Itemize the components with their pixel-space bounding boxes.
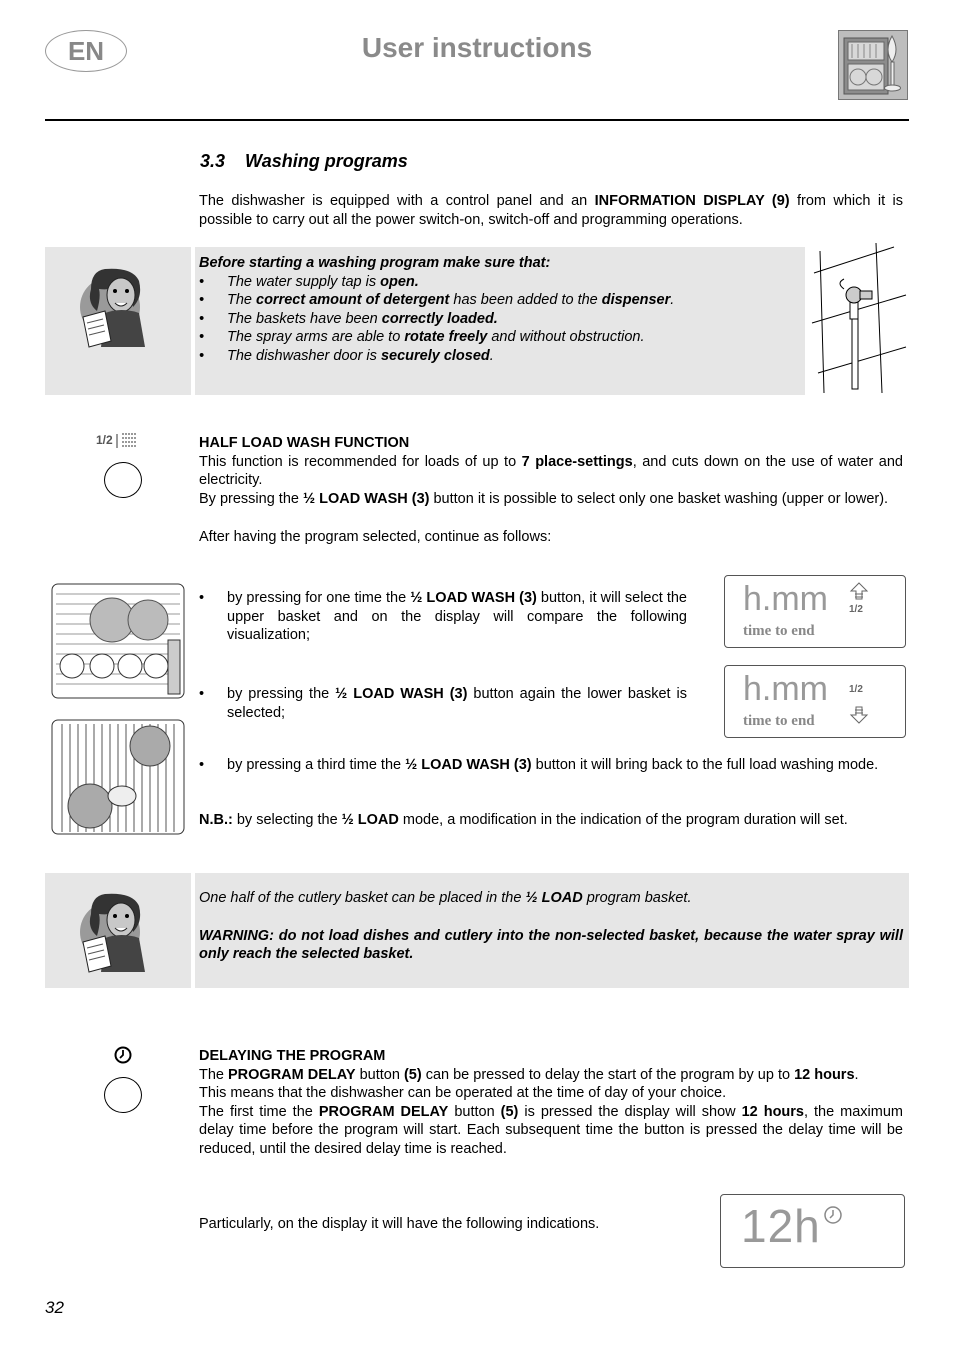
text: One half of the cutlery basket can be placed in the: [199, 890, 526, 906]
page-number: 32: [45, 1298, 64, 1317]
delay-paragraph-1: [199, 1066, 903, 1085]
clock-icon: [823, 1205, 843, 1230]
cartoon-lady-icon: [75, 255, 165, 355]
display-half-badge: 1/2: [849, 604, 863, 615]
clock-icon: [114, 1046, 132, 1069]
half-load-button[interactable]: [104, 462, 142, 498]
text-bold: 12 hours: [794, 1066, 855, 1083]
text-bold: ½ LOAD: [341, 812, 399, 828]
item-text: The spray arms are able to: [227, 329, 405, 345]
text: button it is possible to select only one basket washing (upper or lower).: [429, 490, 889, 507]
note-line-1: [199, 889, 903, 908]
header-divider: [45, 119, 909, 121]
half-load-step-3: [199, 756, 903, 775]
section-title: [200, 151, 408, 172]
delay-display: [720, 1194, 905, 1268]
note-content: [199, 889, 903, 964]
item-text: .: [489, 347, 494, 364]
item-text: The: [227, 292, 257, 308]
text: by pressing for one time the: [227, 590, 411, 606]
upper-basket-display: [724, 575, 906, 648]
list-item: [199, 310, 799, 329]
item-text: The water supply tap is: [227, 273, 381, 290]
delay-display-value: 12h: [741, 1200, 821, 1252]
text-bold: ½ LOAD: [525, 890, 583, 906]
list-item: [199, 273, 799, 292]
half-load-paragraph-2: [199, 490, 903, 509]
half-load-nb: [199, 811, 903, 830]
intro-text: The dishwasher is equipped with a control panel and an: [199, 193, 595, 209]
intro-bold: INFORMATION DISPLAY (9): [594, 193, 790, 209]
dishwasher-icon: [838, 30, 908, 100]
list-item: [199, 347, 799, 366]
checklist-list: [199, 273, 799, 366]
delay-paragraph-4: Particularly, on the display it will have the following indications.: [199, 1216, 600, 1232]
page-header-title: User instructions: [361, 32, 593, 63]
lower-basket-display: [724, 665, 906, 738]
item-bold: dispenser: [601, 292, 671, 308]
intro-text-end: from which it is possible to carry out all the power switch-on, switch-off and programming operations.: [199, 193, 903, 228]
text-bold: ½ LOAD WASH (3): [405, 757, 532, 773]
half-load-symbol: [96, 432, 152, 452]
text: program basket.: [582, 890, 692, 906]
half-load-paragraph-3: After having the program selected, continue as follows:: [199, 529, 552, 545]
text: button again the lower basket is selected;: [227, 686, 688, 721]
text: , and cuts down on the use of water and electricity.: [199, 453, 903, 488]
text-bold: 7 place-settings: [521, 453, 633, 470]
text: button: [355, 1066, 404, 1083]
list-item: [199, 756, 903, 775]
text: can be pressed to delay the start of the program by up to: [421, 1066, 795, 1083]
list-item: [199, 328, 799, 347]
item-bold: rotate freely: [404, 329, 488, 345]
delay-paragraph-2: This means that the dishwasher can be operated at the time of day of your choice.: [199, 1085, 727, 1101]
list-item: [199, 685, 687, 722]
text-bold: PROGRAM DELAY: [228, 1066, 356, 1083]
up-arrow-icon: [849, 582, 869, 605]
text: By pressing the: [199, 490, 303, 507]
section-heading: Washing programs: [245, 151, 408, 171]
item-bold: correctly loaded.: [381, 310, 498, 327]
upper-basket-illustration: [50, 580, 186, 702]
text: button, it will select the upper basket and on the display will compare the following visualization;: [227, 590, 687, 643]
cartoon-lady-icon: [75, 880, 165, 980]
text: is pressed the display will show: [518, 1103, 742, 1120]
list-item: [199, 291, 799, 310]
delay-section: [199, 1047, 903, 1158]
item-text: The dishwasher door is: [227, 347, 381, 364]
water-tap-icon: [810, 243, 910, 395]
display-time-value: h.mm: [743, 580, 828, 618]
text: by pressing the: [227, 686, 336, 702]
note-warning: WARNING: do not load dishes and cutlery into the non-selected basket, because the water spray will only reach the selected basket.: [199, 927, 903, 962]
item-bold: securely closed: [380, 347, 490, 364]
checklist-content: [199, 254, 799, 365]
checklist-title: Before starting a washing program make sure that:: [199, 255, 551, 271]
text-bold: (5): [500, 1103, 519, 1120]
list-item: [199, 589, 687, 645]
text: button it will bring back to the full load washing mode.: [531, 757, 879, 773]
text: The: [199, 1066, 229, 1083]
half-load-heading: HALF LOAD WASH FUNCTION: [199, 435, 410, 451]
text: button: [448, 1103, 501, 1120]
nb-label: N.B.:: [199, 812, 233, 828]
text-bold: (5): [403, 1066, 422, 1083]
item-text: has been added to the: [449, 292, 602, 308]
item-text: The baskets have been: [227, 310, 382, 327]
text-bold: ½ LOAD WASH (3): [410, 590, 537, 606]
text: mode, a modification in the indication of the program duration will set.: [398, 812, 848, 828]
display-half-badge: 1/2: [849, 684, 863, 695]
delay-heading: DELAYING THE PROGRAM: [199, 1048, 386, 1064]
program-delay-button[interactable]: [104, 1077, 142, 1113]
display-time-caption: time to end: [743, 713, 815, 729]
text: .: [854, 1066, 859, 1083]
display-time-value: h.mm: [743, 670, 828, 708]
language-badge: EN: [45, 30, 127, 72]
text-bold: ½ LOAD WASH (3): [302, 490, 430, 507]
lower-basket-illustration: [50, 716, 186, 838]
section-number: 3.3: [200, 151, 226, 171]
delay-paragraph-3: [199, 1103, 903, 1159]
half-load-step-2: [199, 685, 687, 722]
text: by pressing a third time the: [227, 757, 406, 773]
item-bold: open.: [380, 273, 419, 290]
half-load-symbol-label: 1/2: [96, 433, 113, 448]
down-arrow-icon: [849, 706, 869, 729]
text: by selecting the: [232, 812, 342, 828]
text: , the maximum delay time before the program will start. Each subsequent time the button is pressed the delay time will be reduced, until the desired delay time is reached.: [199, 1103, 903, 1157]
half-load-paragraph-1: [199, 453, 903, 490]
item-text: .: [670, 292, 675, 308]
text-bold: ½ LOAD WASH (3): [335, 686, 468, 702]
half-load-step-1: [199, 589, 687, 645]
text-bold: PROGRAM DELAY: [318, 1103, 449, 1120]
half-load-section: [199, 434, 903, 547]
text-bold: 12 hours: [741, 1103, 804, 1120]
text: The first time the: [199, 1103, 319, 1120]
display-time-caption: time to end: [743, 623, 815, 639]
item-bold: correct amount of detergent: [256, 292, 450, 308]
text: This function is recommended for loads of up to: [199, 453, 522, 470]
intro-paragraph: [199, 192, 903, 229]
basket-icon: [116, 432, 138, 450]
item-text: and without obstruction.: [487, 329, 645, 345]
